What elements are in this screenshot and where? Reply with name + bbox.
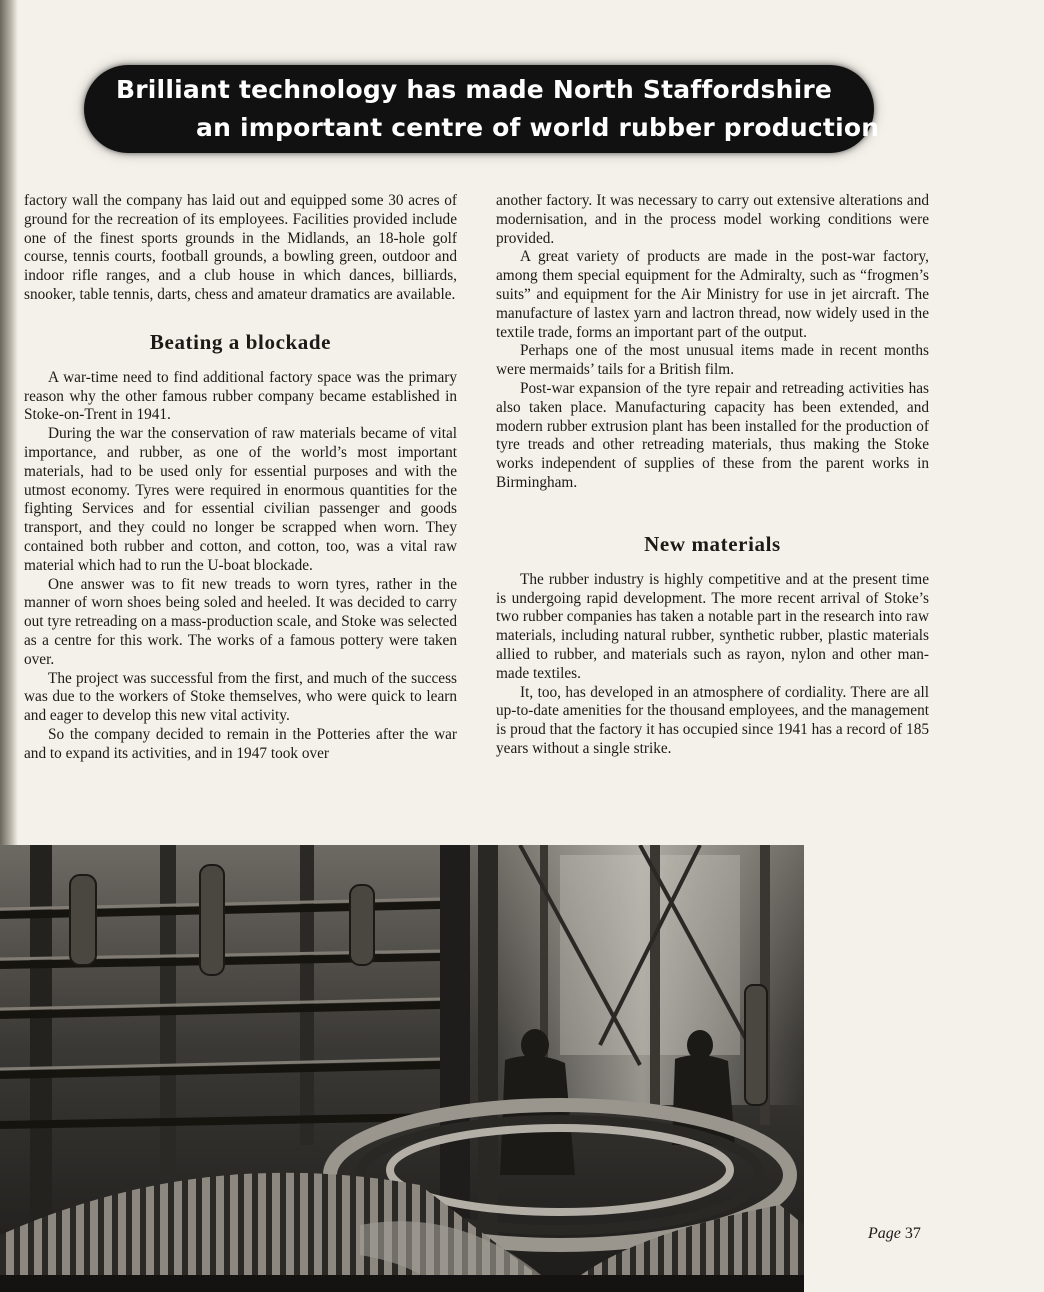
page-number — [868, 1225, 921, 1243]
page-word: Page — [868, 1225, 901, 1242]
right-paragraph-3: Post-war expansion of the tyre repair and retreading activities has also taken place. Manufacturing capacity has been extended, and modern rubber extrusion plant has been installed for the production of tyre treads and other retreading materials, thus making the Stoke works independent of supplies of these from the parent works in Birmingham. — [496, 379, 929, 491]
right-column — [496, 192, 929, 759]
left-paragraph-5: So the company decided to remain in the Potteries after the war and to expand its activities, and in 1947 took over — [24, 725, 457, 762]
right-paragraph-4: The rubber industry is highly competitive and at the present time is undergoing rapid development. The more recent arrival of Stoke’s two rubber companies has taken a notable part in the research into raw materials, including natural rubber, synthetic rubber, plastic materials allied to rubber, and materials such as rayon, nylon and other man-made textiles. — [496, 570, 929, 682]
left-paragraph-continued: factory wall the company has laid out and equipped some 30 acres of ground for the recreation of its employees. Facilities provided include one of the finest sports grounds in the Midlands, an 18-hole golf course, tennis courts, football grounds, a bowling green, outdoor and indoor rifle ranges, and a club house in which dances, billiards, snooker, table tennis, darts, chess and amateur dramatics are available. — [24, 192, 457, 303]
left-paragraph-1: A war-time need to find additional factory space was the primary reason why the other famous rubber company became established in Stoke-on-Trent in 1941. — [24, 368, 457, 424]
headline-banner — [84, 65, 880, 153]
page-number-value: 37 — [904, 1225, 921, 1242]
left-paragraph-4: The project was successful from the first, and much of the success was due to the workers of Stoke themselves, who were quick to learn and eager to develop this new vital activity. — [24, 669, 457, 725]
left-column — [24, 192, 457, 764]
right-paragraph-5: It, too, has developed in an atmosphere of cordiality. There are all up-to-date amenities for the thousand employees, and the management is proud that the factory it has occupied since 1941 has a record of 185 years without a single strike. — [496, 683, 929, 757]
headline-line-2: an important centre of world rubber production — [196, 113, 880, 142]
left-paragraph-3: One answer was to fit new treads to worn tyres, rather in the manner of worn shoes being soled and heeled. It was decided to carry out tyre retreading on a mass-production scale, and Stoke was selected as a centre for this work. The works of a famous pottery were taken over. — [24, 575, 457, 668]
headline-line-1: Brilliant technology has made North Staffordshire — [116, 75, 833, 104]
right-paragraph-continued: another factory. It was necessary to carry out extensive alterations and modernisation, and in the process model working conditions were provided. — [496, 192, 929, 247]
right-paragraph-1: A great variety of products are made in the post-war factory, among them special equipment for the Admiralty, such as “frogmen’s suits” and equipment for the Air Ministry for use in jet aircraft. The manufacture of lastex yarn and lactron thread, now widely used in the textile trade, forms an important part of the output. — [496, 248, 929, 341]
factory-photograph — [0, 845, 804, 1292]
section-heading-new-materials: New materials — [644, 531, 781, 556]
left-paragraph-2: During the war the conservation of raw materials became of vital importance, and rubber, as one of the world’s most important materials, had to be used only for essential purposes and with the utmost economy. Tyres were required in enormous quantities for the fighting Services and for essential civilian passenger and goods transport, and they could no longer be scrapped when worn. They contained both rubber and cotton, and cotton, too, was a vital raw material which had to run the U-boat blockade. — [24, 425, 457, 574]
section-heading-beating-a-blockade: Beating a blockade — [149, 329, 332, 354]
right-paragraph-2: Perhaps one of the most unusual items made in recent months were mermaids’ tails for a British film. — [496, 342, 929, 379]
